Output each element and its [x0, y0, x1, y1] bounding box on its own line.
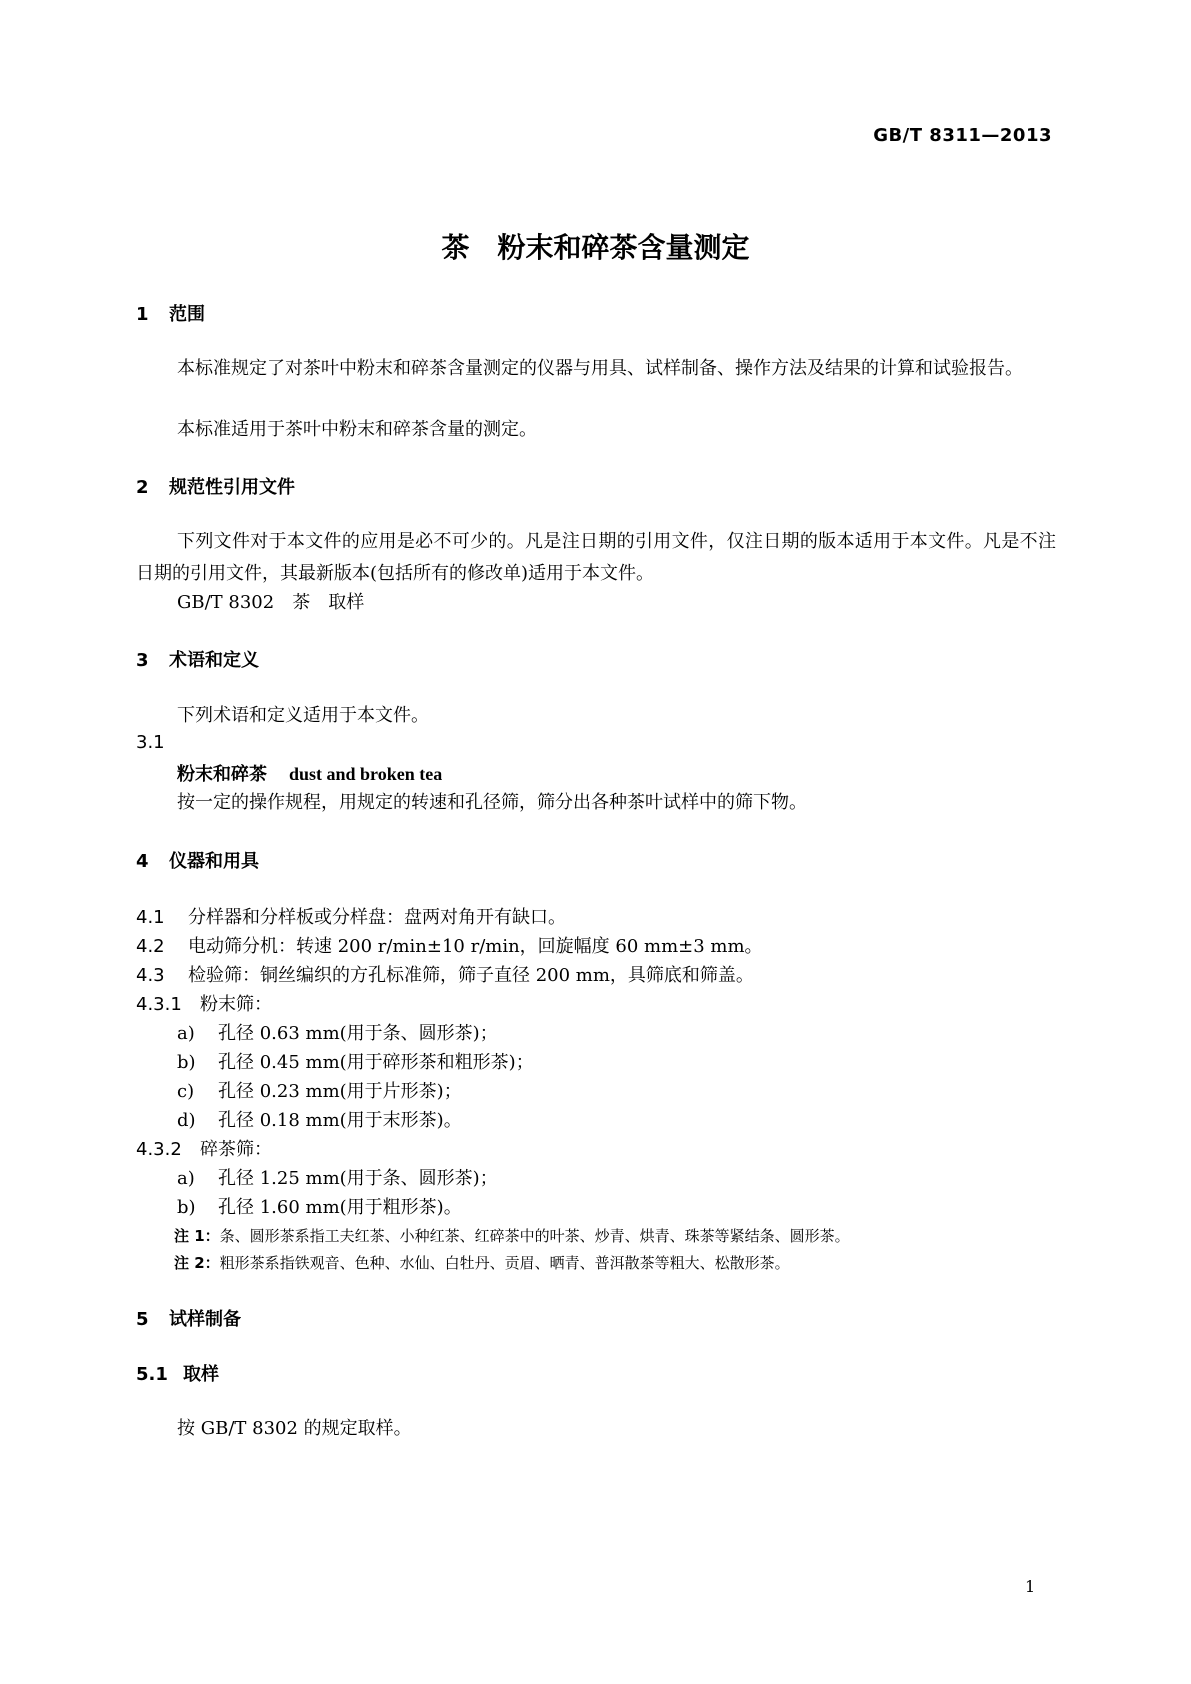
list-item	[177, 1164, 498, 1190]
list-item	[177, 1077, 462, 1103]
section-title: 规范性引用文件	[169, 477, 295, 498]
note-label: 注 2：	[174, 1254, 220, 1272]
list-text: 孔径 0.23 mm(用于片形茶)；	[218, 1081, 462, 1102]
clause-text: 电动筛分机：转速 200 r/min±10 r/min，回旋幅度 60 mm±3 mm。	[188, 936, 763, 957]
section-title: 试样制备	[169, 1309, 241, 1330]
clause-4-3-1	[136, 990, 272, 1016]
page-number: 1	[1025, 1577, 1036, 1596]
list-item	[177, 1019, 498, 1045]
note-text: 条、圆形茶系指工夫红茶、小种红茶、红碎茶中的叶茶、炒青、烘青、珠茶等紧结条、圆形茶。	[219, 1227, 850, 1245]
clause-text: 碎茶筛：	[200, 1139, 272, 1160]
list-marker: a)	[177, 1168, 195, 1189]
section-1-heading	[136, 300, 205, 326]
clause-4-2	[136, 932, 763, 958]
list-text: 孔径 1.60 mm(用于粗形茶)。	[218, 1197, 462, 1218]
list-marker: a)	[177, 1023, 195, 1044]
section-number: 2	[136, 477, 149, 498]
section-number: 4	[136, 851, 149, 872]
section-number: 3	[136, 650, 149, 671]
section-1-paragraph-1: 本标准规定了对茶叶中粉末和碎茶含量测定的仪器与用具、试样制备、操作方法及结果的计算和试验报告。	[177, 358, 1023, 379]
term-chinese: 粉末和碎茶	[177, 764, 267, 785]
list-marker: d)	[177, 1110, 196, 1131]
clause-4-3-2	[136, 1135, 272, 1161]
list-item	[177, 1193, 462, 1219]
clause-5-1-heading	[136, 1360, 219, 1386]
section-title: 范围	[169, 304, 205, 325]
clause-text: 粉末筛：	[200, 994, 272, 1015]
clause-number: 4.1	[136, 907, 165, 928]
list-marker: b)	[177, 1052, 196, 1073]
note-1	[174, 1225, 850, 1246]
term-entry	[177, 760, 442, 786]
normative-reference: GB/T 8302 茶 取样	[177, 592, 365, 613]
section-2-paragraph-1: 下列文件对于本文件的应用是必不可少的。凡是注日期的引用文件，仅注日期的版本适用于本文件。凡是不注日期的引用文件，其最新版本(包括所有的修改单)适用于本文件。	[136, 531, 1056, 584]
list-item	[177, 1048, 534, 1074]
list-marker: b)	[177, 1197, 196, 1218]
term-definition: 按一定的操作规程，用规定的转速和孔径筛，筛分出各种茶叶试样中的筛下物。	[177, 792, 807, 813]
term-english: dust and broken tea	[289, 764, 443, 784]
section-number: 5	[136, 1309, 149, 1330]
standard-code: GB/T 8311—2013	[873, 125, 1052, 146]
section-number: 5.1	[136, 1364, 168, 1385]
section-number: 1	[136, 304, 149, 325]
clause-number: 4.2	[136, 936, 165, 957]
section-title: 仪器和用具	[169, 851, 259, 872]
section-3-paragraph-1: 下列术语和定义适用于本文件。	[177, 705, 429, 726]
clause-4-1	[136, 903, 566, 929]
document-title: 茶 粉末和碎茶含量测定	[441, 231, 750, 264]
section-5-heading	[136, 1305, 241, 1331]
clause-text: 分样器和分样板或分样盘：盘两对角开有缺口。	[188, 907, 566, 928]
note-label: 注 1：	[174, 1227, 220, 1245]
clause-number: 4.3.2	[136, 1139, 182, 1160]
clause-5-1-paragraph: 按 GB/T 8302 的规定取样。	[177, 1418, 412, 1439]
list-text: 孔径 0.45 mm(用于碎形茶和粗形茶)；	[218, 1052, 534, 1073]
clause-number: 4.3	[136, 965, 165, 986]
section-1-paragraph-2: 本标准适用于茶叶中粉末和碎茶含量的测定。	[177, 419, 537, 440]
list-text: 孔径 0.18 mm(用于末形茶)。	[218, 1110, 462, 1131]
section-2-heading	[136, 473, 295, 499]
section-3-heading	[136, 646, 259, 672]
clause-3-1-number: 3.1	[136, 732, 165, 753]
note-2	[174, 1252, 790, 1273]
list-text: 孔径 1.25 mm(用于条、圆形茶)；	[218, 1168, 498, 1189]
section-title: 术语和定义	[169, 650, 259, 671]
clause-4-3	[136, 961, 754, 987]
section-4-heading	[136, 847, 259, 873]
clause-number: 4.3.1	[136, 994, 182, 1015]
section-title: 取样	[183, 1364, 219, 1385]
clause-text: 检验筛：铜丝编织的方孔标准筛，筛子直径 200 mm，具筛底和筛盖。	[188, 965, 754, 986]
list-text: 孔径 0.63 mm(用于条、圆形茶)；	[218, 1023, 498, 1044]
list-item	[177, 1106, 462, 1132]
note-text: 粗形茶系指铁观音、色种、水仙、白牡丹、贡眉、晒青、普洱散茶等粗大、松散形茶。	[219, 1254, 790, 1272]
list-marker: c)	[177, 1081, 195, 1102]
